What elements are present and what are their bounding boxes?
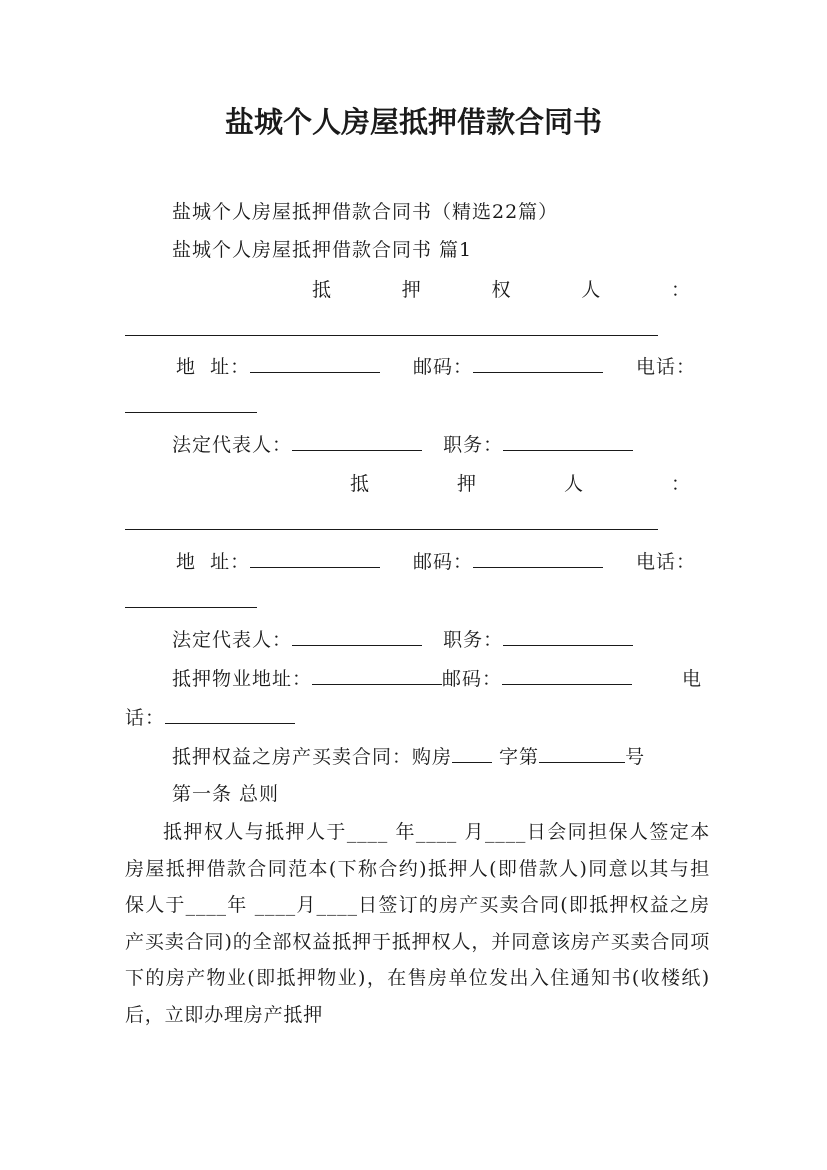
- mortgagor-fill-line: [125, 529, 658, 530]
- mortgagee-char: 押: [401, 279, 421, 301]
- chapter-heading: 盐城个人房屋抵押借款合同书 篇1: [172, 239, 473, 261]
- mortgagee-address-row: [176, 354, 696, 379]
- property-phone-label: 电: [681, 668, 702, 690]
- postcode-blank: [473, 354, 603, 373]
- mortgagee-label: [312, 278, 690, 302]
- contract-line: [172, 744, 645, 769]
- position-label: 职务：: [443, 629, 504, 651]
- document-title: 盐城个人房屋抵押借款合同书: [224, 105, 602, 139]
- contract-prefix: 抵押权益之房产买卖合同：购房: [172, 746, 453, 768]
- legal-rep-blank: [292, 627, 422, 646]
- address-label: 地 址：: [176, 356, 251, 378]
- article-body: 抵押权人与抵押人于____ 年____ 月____日会同担保人签定本房屋抵押借款合同范本(下称合约)抵押人(即借款人)同意以其与担保人于____年 ____月____日签订的房产买卖合同(即抵押权益之房产买卖合同)的全部权益抵押于抵押权人，并同意该房产买卖合同项下的房产物业(即抵押物业)，在售房单位发出入住通知书(收楼纸)后，立即办理房产抵押: [125, 821, 710, 1026]
- property-address-row: [172, 666, 702, 691]
- contract-blank-2: [539, 744, 625, 763]
- property-postcode-label: 邮码：: [442, 668, 503, 690]
- mortgagee-fill-line: [125, 335, 658, 336]
- address-blank: [250, 354, 380, 373]
- mortgagor-char: 抵: [350, 473, 370, 495]
- legal-rep-label: 法定代表人：: [172, 629, 293, 651]
- mortgagor-char: ：: [670, 473, 690, 495]
- position-blank: [503, 432, 633, 451]
- mortgagee-char: 抵: [312, 279, 332, 301]
- legal-rep-blank: [292, 432, 422, 451]
- property-address-label: 抵押物业地址：: [172, 668, 313, 690]
- contract-mid: 字第: [492, 746, 540, 768]
- contract-suffix: 号: [625, 746, 646, 768]
- postcode-label: 邮码：: [413, 551, 474, 573]
- phone-label: 电话：: [635, 551, 696, 573]
- phone-label: 电话：: [635, 356, 696, 378]
- mortgagor-char: 人: [563, 473, 583, 495]
- mortgagor-address-row: [176, 549, 696, 574]
- mortgagor-char: 押: [456, 473, 476, 495]
- article-heading: 第一条 总则: [172, 783, 280, 805]
- property-phone-label-cont: 话：: [125, 707, 166, 729]
- mortgagee-char: ：: [670, 279, 690, 301]
- position-label: 职务：: [443, 434, 504, 456]
- mortgagor-label: [350, 472, 690, 496]
- postcode-label: 邮码：: [413, 356, 474, 378]
- postcode-blank: [473, 549, 603, 568]
- address-blank: [250, 549, 380, 568]
- phone-blank: [125, 607, 257, 608]
- property-postcode-blank: [502, 666, 632, 685]
- mortgagee-char: 权: [491, 279, 511, 301]
- contract-blank-1: [452, 744, 492, 763]
- property-phone-row: [125, 705, 295, 730]
- legal-rep-row: [172, 627, 633, 652]
- mortgagee-char: 人: [581, 279, 601, 301]
- address-label: 地 址：: [176, 551, 251, 573]
- legal-rep-row: [172, 432, 633, 457]
- property-phone-blank: [165, 705, 295, 724]
- document-subtitle: 盐城个人房屋抵押借款合同书（精选22篇）: [172, 201, 559, 223]
- legal-rep-label: 法定代表人：: [172, 434, 293, 456]
- position-blank: [503, 627, 633, 646]
- property-address-blank: [312, 666, 442, 685]
- phone-blank: [125, 412, 257, 413]
